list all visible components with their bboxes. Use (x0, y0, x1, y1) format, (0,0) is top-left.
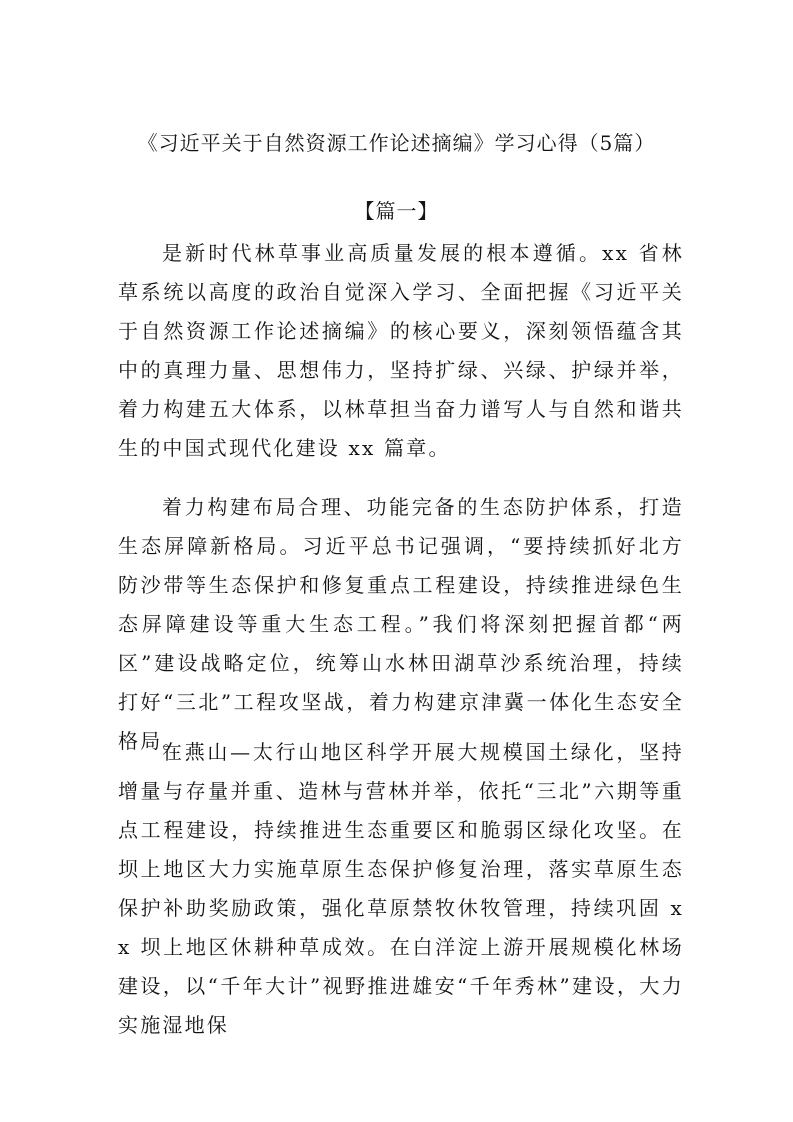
paragraph-1: 是新时代林草事业高质量发展的根本遵循。xx 省林草系统以高度的政治自觉深入学习、全面把握《习近平关于自然资源工作论述摘编》的核心要义，深刻领悟蕴含其中的真理力量、思想伟力，坚持扩绿、兴绿、护绿并举，着力构建五大体系，以林草担当奋力谱写人与自然和谐共生的中国式现代化建设 xx 篇章。 (118, 241, 684, 460)
paragraph-2: 着力构建布局合理、功能完备的生态防护体系，打造生态屏障新格局。习近平总书记强调，“要持续抓好北方防沙带等生态保护和修复重点工程建设，持续推进绿色生态屏障建设等重大生态工程。”我们将深刻把握首都“两区”建设战略定位，统筹山水林田湖草沙系统治理，持续打好“三北”工程攻坚战，着力构建京津冀一体化生态安全格局。 (118, 495, 684, 753)
document-title: 《习近平关于自然资源工作论述摘编》学习心得（5篇） (137, 131, 656, 155)
section-heading: 【篇一】 (354, 199, 439, 223)
paragraph-3: 在燕山—太行山地区科学开展大规模国土绿化，坚持增量与存量并重、造林与营林并举，依托“三北”六期等重点工程建设，持续推进生态重要区和脆弱区绿化攻坚。在坝上地区大力实施草原生态保护修复治理，落实草原生态保护补助奖励政策，强化草原禁牧休牧管理，持续巩固 xx 坝上地区休耕种草成效。在白洋淀上游开展规模化林场建设，以“千年大计”视野推进雄安“千年秀林”建设，大力实施湿地保 (118, 740, 684, 1037)
